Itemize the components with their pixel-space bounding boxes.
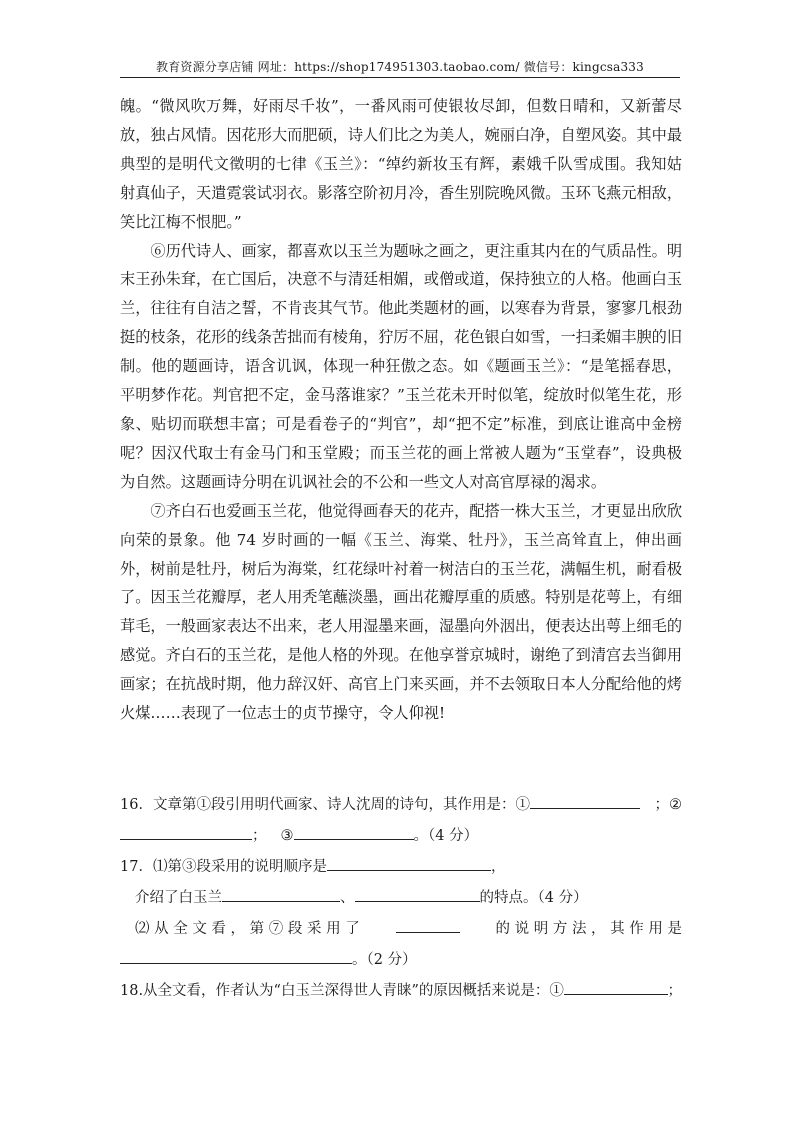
answer-blank-16-2[interactable] <box>120 825 252 841</box>
paragraph-6: ⑥历代诗人、画家，都喜欢以玉兰为题咏之画之，更注重其内在的气质品性。明末王孙朱耷，在亡国后，决意不与清廷相媚，或僧或道，保持独立的人格。他画白玉兰，往往有自洁之誓，不肯丧其气节。他此类题材的画，以寒春为背景，寥寥几根劲挺的枝条，花形的线条苦拙而有棱角，狞厉不屈，花色银白如雪，一扫柔媚丰腴的旧制。他的题画诗，语含讥讽，体现一种狂傲之态。如《题画玉兰》：“是笔摇春思，平明梦作花。判官把不定，金马落谁家？”玉兰花未开时似笔，绽放时似笔生花，形象、贴切而联想丰富；可是看卷子的“判官”，却“把不定”标准，到底让谁高中金榜呢？因汉代取士有金马门和玉堂殿；而玉兰花的画上常被人题为“玉堂春”，设典极为自然。这题画诗分明在讥讽社会的不公和一些文人对高官厚禄的渴求。 <box>120 241 682 491</box>
answer-blank-18-1[interactable] <box>564 980 668 996</box>
question-16-marker-3: ③ <box>280 828 294 844</box>
question-17-score: 的特点。（4 分） <box>479 890 588 906</box>
question-16-line-2 <box>120 821 682 852</box>
question-16-sep-1: ； <box>654 797 669 813</box>
question-17-line-1 <box>120 852 682 883</box>
answer-blank-17-2-method[interactable] <box>396 918 460 934</box>
questions-section <box>120 790 682 1007</box>
question-17-2-prompt: ⑵ 从 全 文 看 ， 第 ⑦ 段 采 用 了 <box>135 921 360 937</box>
answer-blank-17-feature-1[interactable] <box>222 887 340 903</box>
reading-passage <box>120 92 682 728</box>
question-18-line-1 <box>120 976 682 1007</box>
answer-blank-16-1[interactable] <box>530 794 640 810</box>
question-16-prompt: 16．文章第①段引用明代画家、诗人沈周的诗句，其作用是：① <box>120 797 530 813</box>
question-17-2-score: 。（2 分） <box>352 952 417 968</box>
answer-blank-17-2-effect[interactable] <box>120 949 352 965</box>
question-17-line-2 <box>120 883 682 914</box>
answer-blank-17-feature-2[interactable] <box>355 887 480 903</box>
question-17-2-prompt-cont: 的 说 明 方 法 ， 其 作 用 是 <box>495 921 682 937</box>
answer-blank-17-order[interactable] <box>327 856 491 872</box>
question-17-sep: ， <box>490 859 506 875</box>
question-17-2-line-1 <box>120 914 682 945</box>
question-18-prompt: 18.从全文看，作者认为“白玉兰深得世人青睐”的原因概括来说是：① <box>120 983 564 999</box>
question-18-sep: ； <box>667 983 682 999</box>
question-16-marker-2: ② <box>669 797 682 813</box>
answer-blank-16-3[interactable] <box>294 825 414 841</box>
question-16-sep-2: ； <box>252 828 267 844</box>
paragraph-5-continuation: 魄。“微风吹万舞，好雨尽千妆”，一番风雨可使银妆尽卸，但数日晴和，又新蕾尽放，独占风情。因花形大而肥硕，诗人们比之为美人，婉丽白净，自塑风姿。其中最典型的是明代文徵明的七律《玉兰》：“绰约新妆玉有辉，素娥千队雪成围。我知姑射真仙子，天遣霓裳试羽衣。影落空阶初月冷，香生别院晚风微。玉环飞燕元相敌，笑比江梅不恨肥。” <box>120 97 682 231</box>
question-16-score: 。（4 分） <box>413 828 479 844</box>
paragraph-7: ⑦齐白石也爱画玉兰花，他觉得画春天的花卉，配搭一株大玉兰，才更显出欣欣向荣的景象。他 74 岁时画的一幅《玉兰、海棠、牡丹》，玉兰高耸直上，伸出画外，树前是牡丹，树后为海棠，红花绿叶衬着一树洁白的玉兰花，满幅生机，耐看极了。因玉兰花瓣厚，老人用秃笔蘸淡墨，画出花瓣厚重的质感。特别是花萼上，有细茸毛，一般画家表达不出来，老人用湿墨来画，湿墨向外洇出，便表达出萼上细毛的感觉。齐白石的玉兰花，是他人格的外现。在他享誉京城时，谢绝了到清宫去当御用画家；在抗战时期，他力辞汉奸、高官上门来买画，并不去领取日本人分配给他的烤火煤……表现了一位志士的贞节操守，令人仰视! <box>120 501 682 723</box>
question-17-prompt: 17．⑴第③段采用的说明顺序是 <box>120 859 327 875</box>
question-17-features-prompt: 介绍了白玉兰 <box>135 890 222 906</box>
question-17-2-line-2 <box>120 945 682 976</box>
header-divider <box>120 77 680 78</box>
question-16-line-1 <box>120 790 682 821</box>
question-17-features-sep: 、 <box>340 890 355 906</box>
page-header: 教育资源分享店铺 网址：https://shop174951303.taobao.com/ 微信号：kingcsa333 <box>156 60 644 74</box>
